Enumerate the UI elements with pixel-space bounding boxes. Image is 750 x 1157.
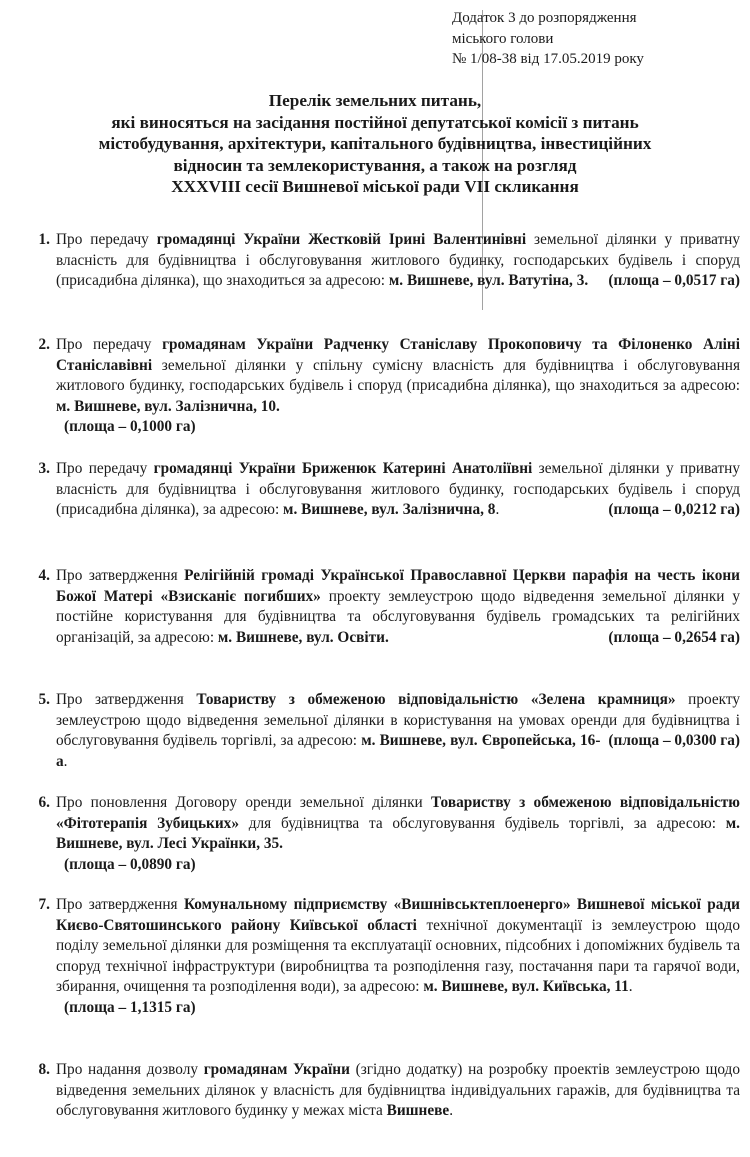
title-line-4: відносин та землекористування, а також на розгляд xyxy=(173,155,577,175)
item-number: 3. xyxy=(38,460,50,477)
item-number: 5. xyxy=(38,691,50,708)
item-area: (площа – 0,0890 га) xyxy=(64,855,196,873)
annex-header xyxy=(452,8,742,70)
item-number: 8. xyxy=(38,1061,50,1078)
title-line-3: містобудування, архітектури, капітального будівництва, інвестиційних xyxy=(98,134,652,153)
item-text: Про передачу громадянам України Радченку Станіславу Прокоповичу та Філоненко Аліні Станіславівні земельної ділянки у спільну сумісну власність для будівництва і обслуговування житлового будинку, господарських будівель і споруд (присадибна ділянка), що знаходиться за адресою: м. Вишневе, вул. Залізнична, 10. (площа – 0,1000 га) xyxy=(56,335,740,438)
title-line-1: Перелік земельних питань, xyxy=(268,91,482,110)
item-number: 2. xyxy=(38,336,50,353)
title-line-2: які виносяться на засідання постійної депутатської комісії з питань xyxy=(111,112,639,132)
item-text: Про передачу громадянці України Жестковій Ірині Валентинівні земельної ділянки у приватну власність для будівництва і обслуговування житлового будинку, господарських будівель і споруд (присадибна ділянка), що знаходиться за адресою: (площа – 0,0517 га) м. Вишневе, вул. Ватутіна, 3. xyxy=(56,230,740,292)
item-text: Про поновлення Договору оренди земельної ділянки Товариству з обмеженою відповідальністю «Фітотерапія Зубицьких» для будівництва та обслуговування будівель торгівлі, за адресою: м. Вишневе, вул. Лесі Українки, 35. (площа – 0,0890 га) xyxy=(56,793,740,875)
item-text: Про надання дозволу громадянам України (згідно додатку) на розробку проектів землеустрою щодо відведення земельних ділянок у власність для будівництва індивідуальних гаражів, для будівництва та обслуговування житлового будинку у межах міста Вишневе. xyxy=(56,1061,740,1120)
item-text: Про затвердження Комунальному підприємству «Вишнівськтеплоенерго» Вишневої міської ради Києво-Святошинського району Київської області технічної документації із землеустрою щодо поділу земельної ділянки для розміщення та експлуатації основних, підсобних і допоміжних будівель та споруд технічної інфраструктури (виробництва та розподілення газу, постачання пари та гарячої води, збирання, очищення та розподілення води), за адресою: м. Вишневе, вул. Київська, 11. (площа – 1,1315 га) xyxy=(56,895,740,1019)
item-number: 7. xyxy=(38,896,50,913)
item-area: (площа – 0,0212 га) xyxy=(608,501,740,519)
item-number: 6. xyxy=(38,794,50,811)
item-area: (площа – 0,0517 га) xyxy=(608,272,740,290)
annex-line-3: № 1/08-38 від 17.05.2019 року xyxy=(452,51,644,67)
document-title xyxy=(10,90,740,198)
title-line-5: XXXVIII сесії Вишневої міської ради VII скликання xyxy=(171,177,579,196)
item-number: 1. xyxy=(38,231,50,248)
item-area: (площа – 0,2654 га) xyxy=(608,628,740,646)
item-area: (площа – 1,1315 га) xyxy=(64,998,196,1016)
annex-line-2: міського голови xyxy=(452,30,554,47)
item-text: Про передачу громадянці України Бриженюк Катерині Анатоліївні земельної ділянки у приватну власність для будівництва і обслуговування житлового будинку, господарських будівель і споруд (присадибна ділянка), за адресою: м. Вишневе, вул. Залізнична, 8. (площа – 0,0212 га) xyxy=(56,459,740,521)
item-text: Про затвердження Товариству з обмеженою відповідальністю «Зелена крамниця» проекту землеустрою щодо відведення земельної ділянки в користування на умовах оренди для будівництва і обслуговування будівель торгівлі, за адресою: (площа – 0,0300 га) м. Вишневе, вул. Європейська, 16-а. xyxy=(56,691,740,770)
item-area: (площа – 0,1000 га) xyxy=(64,418,196,436)
item-area: (площа – 0,0300 га) xyxy=(608,732,740,750)
annex-line-1: Додаток 3 до розпорядження xyxy=(452,10,637,26)
item-text: Про затвердження Релігійній громаді Української Православної Церкви парафія на честь ікони Божої Матері «Взисканіє погибших» проекту землеустрою щодо відведення земельної ділянки у постійне користування для будівництва та обслуговування будівель громадських та релігійних організацій, за адресою: (площа – 0,2654 га) м. Вишневе, вул. Освіти. xyxy=(56,566,740,648)
item-number: 4. xyxy=(38,567,50,584)
